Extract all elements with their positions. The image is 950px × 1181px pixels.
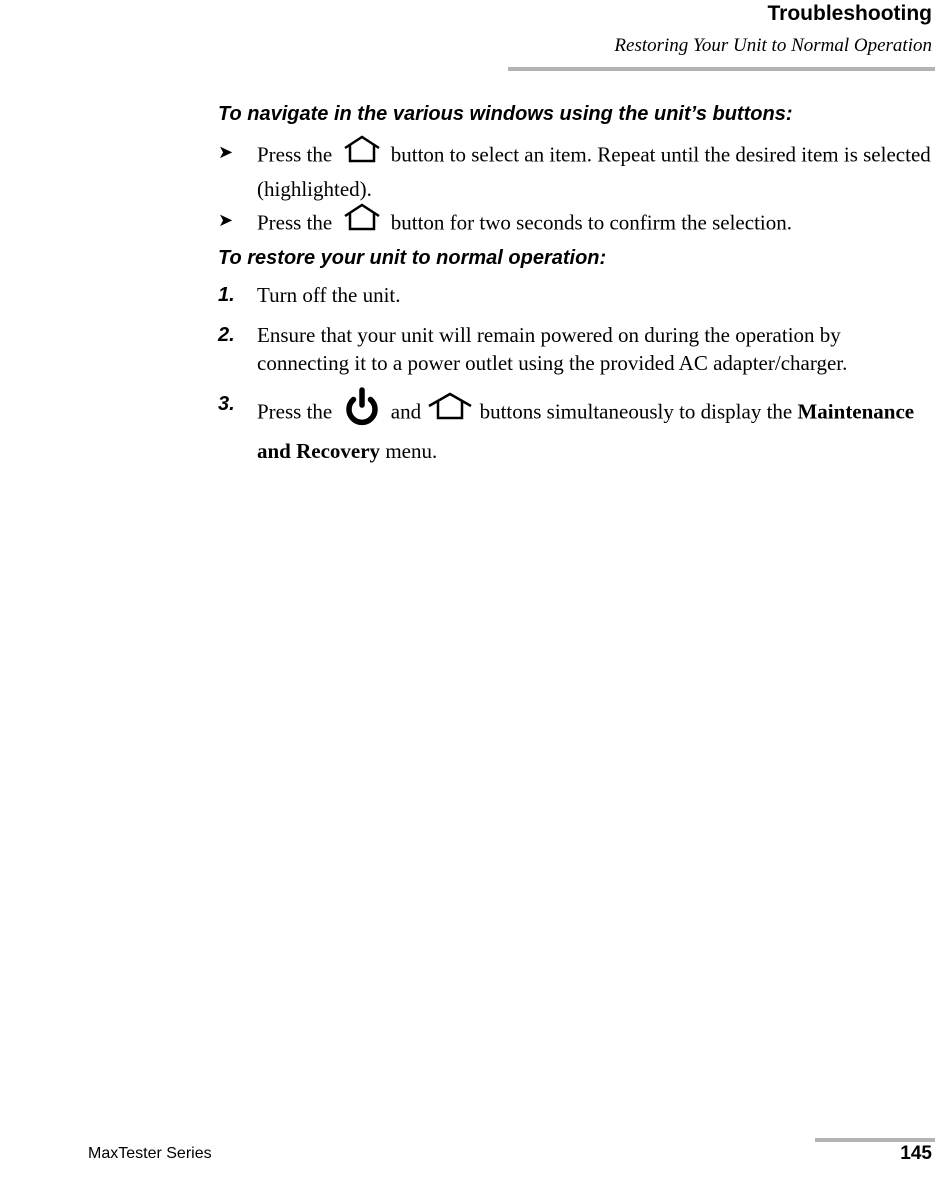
power-icon bbox=[338, 386, 386, 433]
home-icon bbox=[426, 391, 474, 428]
page-number: 145 bbox=[900, 1143, 932, 1164]
step-3-text-middle: and bbox=[390, 399, 422, 424]
page-header-subtitle: Restoring Your Unit to Normal Operation bbox=[614, 35, 932, 56]
restore-procedure-heading: To restore your unit to normal operation: bbox=[218, 247, 607, 269]
restore-step-1-text: Turn off the unit. bbox=[257, 283, 401, 307]
step-3-text-after: buttons simultaneously to display the bbox=[479, 399, 793, 424]
restore-step-3 bbox=[218, 390, 938, 465]
restore-step-2-text: Ensure that your unit will remain powered on during the operation by connecting it to a power outlet using the provided AC adapter/charger. bbox=[257, 323, 848, 375]
bullet-arrow-icon: ➤ bbox=[218, 210, 234, 231]
bullet-1-text-before: Press the bbox=[257, 142, 333, 167]
step-3-text-before: Press the bbox=[257, 399, 333, 424]
home-icon bbox=[338, 134, 386, 171]
navigate-bullet-1 bbox=[218, 138, 938, 203]
bullet-2-text-after: button for two seconds to confirm the selection. bbox=[390, 210, 792, 235]
home-icon bbox=[338, 202, 386, 239]
restore-step-1 bbox=[218, 281, 938, 309]
step-number: 1. bbox=[218, 284, 235, 306]
header-divider bbox=[508, 67, 935, 71]
restore-step-3-text bbox=[257, 390, 938, 465]
step-3-text-end: menu. bbox=[385, 439, 438, 463]
restore-step-2 bbox=[218, 321, 938, 377]
bullet-1-text-after: button to select an item. Repeat until the desired item is selected (highlighted). bbox=[257, 142, 931, 201]
maintenance-recovery-term: Maintenance and Recovery bbox=[257, 399, 915, 463]
navigate-procedure-heading: To navigate in the various windows using the unit’s buttons: bbox=[218, 103, 793, 125]
footer-divider bbox=[815, 1138, 935, 1142]
footer-product-name: MaxTester Series bbox=[88, 1145, 212, 1162]
step-number: 2. bbox=[218, 324, 235, 346]
navigate-bullet-2 bbox=[218, 206, 938, 243]
page-header-title: Troubleshooting bbox=[767, 2, 932, 25]
bullet-arrow-icon: ➤ bbox=[218, 142, 234, 163]
bullet-2-text-before: Press the bbox=[257, 210, 333, 235]
step-number: 3. bbox=[218, 393, 235, 415]
navigate-bullet-1-text bbox=[257, 138, 938, 203]
navigate-bullet-2-text bbox=[257, 206, 938, 243]
